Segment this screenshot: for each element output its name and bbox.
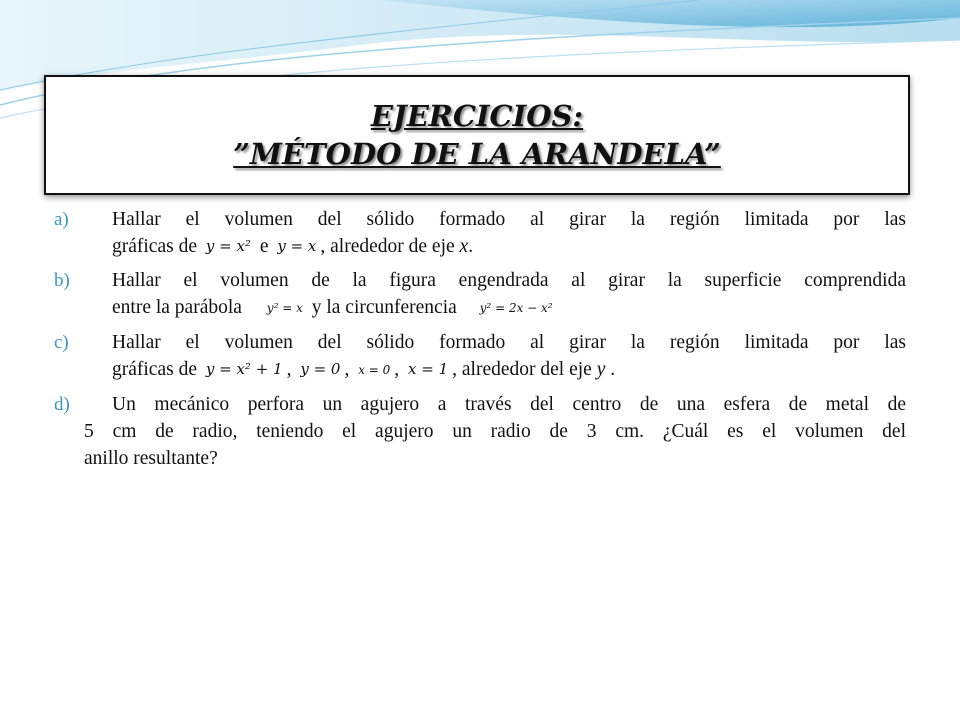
- text-segment: gráficas de: [112, 236, 197, 257]
- equation: x = 0: [358, 363, 391, 377]
- title-line-1: EJERCICIOS:: [370, 99, 584, 133]
- equation: y = 0: [300, 360, 341, 378]
- text-segment: entre la parábola: [112, 297, 242, 318]
- text-segment: , alrededor del eje: [452, 359, 592, 380]
- variable: x: [459, 236, 469, 257]
- exercise-item-a: [54, 206, 906, 260]
- separator: ,: [286, 359, 292, 380]
- list-marker: d): [54, 394, 70, 415]
- text-line: 5 cm de radio, teniendo el agujero un radio de 3 cm. ¿Cuál es el volumen del: [84, 421, 906, 442]
- text-segment: .: [610, 359, 616, 380]
- equation: y = x: [277, 237, 317, 255]
- text-line: Un mecánico perfora un agujero a través del centro de una esfera de metal de: [112, 394, 906, 415]
- text-line: [112, 233, 906, 260]
- equation: x = 1: [408, 360, 449, 378]
- text-line: Hallar el volumen del sólido formado al girar la región limitada por las: [112, 209, 906, 230]
- separator: ,: [344, 359, 350, 380]
- exercise-list: [54, 206, 906, 479]
- text-segment: y la circunferencia: [311, 297, 457, 318]
- text-line: [112, 294, 906, 322]
- title-box: [44, 75, 910, 195]
- text-segment: , alrededor de eje: [320, 236, 455, 257]
- exercise-item-b: [54, 267, 906, 322]
- exercise-item-c: [54, 329, 906, 384]
- text-segment: gráficas de: [112, 359, 197, 380]
- equation: y² = x: [266, 301, 303, 315]
- text-line: anillo resultante?: [84, 448, 218, 469]
- equation: y = x²: [205, 237, 251, 255]
- text-segment: e: [259, 236, 269, 257]
- text-line: Hallar el volumen de la figura engendrada al girar la superficie comprendida: [112, 270, 906, 291]
- list-marker: c): [54, 332, 69, 353]
- separator: ,: [394, 359, 400, 380]
- list-marker: a): [54, 209, 69, 230]
- exercise-item-d: [54, 391, 906, 472]
- equation: y² = 2x − x²: [479, 301, 553, 315]
- text-line: [112, 356, 906, 384]
- text-segment: .: [468, 236, 474, 257]
- list-marker: b): [54, 270, 70, 291]
- title-line-2: ”MÉTODO DE LA ARANDELA”: [233, 137, 721, 171]
- text-line: Hallar el volumen del sólido formado al girar la región limitada por las: [112, 332, 906, 353]
- variable: y: [596, 359, 606, 380]
- equation: y = x² + 1: [205, 360, 283, 378]
